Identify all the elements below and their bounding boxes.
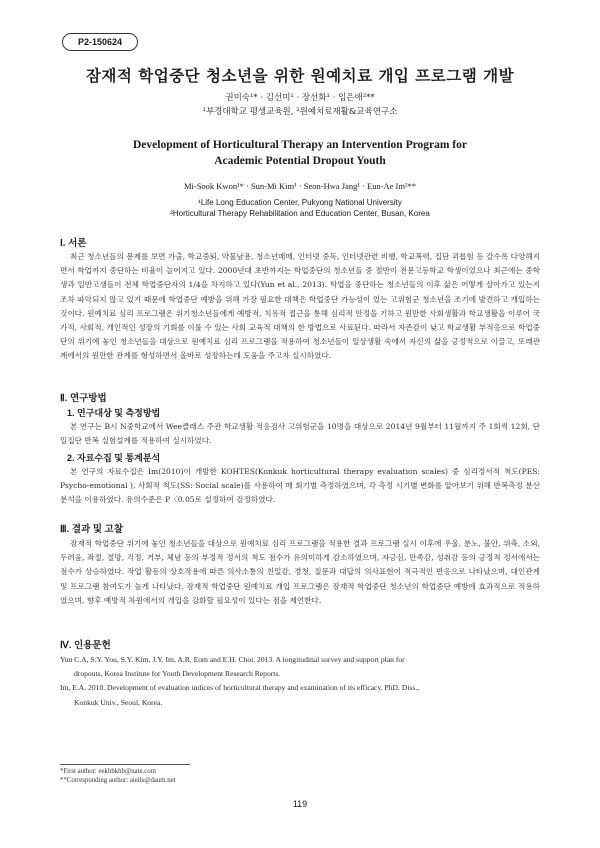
subsection-heading-data-analysis: 2. 자료수집 및 통계분석 <box>67 453 161 463</box>
english-title-line-2: Academic Potential Dropout Youth <box>214 155 386 167</box>
english-title-line-1: Development of Horticultural Therapy an Intervention Program for <box>133 139 467 151</box>
section-heading-references: Ⅳ. 인용문헌 <box>60 640 111 651</box>
page-number: 119 <box>292 799 308 809</box>
footnote-first-author: *First author: eekhbkhb@nate.com <box>60 768 156 775</box>
reference-1-line-2: dropouts, Korea Institute for Youth Development Research Reports. <box>74 669 281 679</box>
english-title <box>0 137 600 169</box>
reference-item <box>60 681 540 709</box>
subsection-heading-subjects: 1. 연구대상 및 측정방법 <box>67 408 161 418</box>
data-analysis-paragraph: 본 연구의 자료수집은 Im(2010)이 개발한 KOHTES(Konkuk horticultural therapy evaluation scales) 중 심리정서적 척도(PES: Psycho-emotional ), 사회적 척도(SS: Social scale)를 사용하여 매 회기별 측정하였으며, 각 측정 시기별 변화를 알아보기 위해 반복측정 분산분석을 이용하였다. 유의수준은 P〈0.05로 설정하여 검정하였다. <box>60 467 540 505</box>
korean-affiliations: ¹부경대학교 평생교육원, ²원예치료재활&교육연구소 <box>202 107 398 117</box>
results-paragraph: 잠재적 학업중단 위기에 놓인 청소년들을 대상으로 원예치료 심리 프로그램을 적용한 결과 프로그램 실시 이후에 우울, 분노, 불안, 위축, 소외, 두려움, 좌절, 절망, 걱정, 거부, 체념 등의 부정적 정서의 척도 점수가 유의미하게 감소하였으며, 자긍심, 만족감, 성취감 등의 긍정적 정서에서는 점수가 상승하였다. 작업 활동의 상호작용에 따른 의사소통의 친밀감, 경청, 질문과 대답의 의사표현이 적극적인 반응으로 나타났으며, 대인관계 및 프로그램 참여도가 높게 나타났다. 잠재적 학업중단 원예치료 개입 프로그램은 잠재적 학업중단 청소년의 학업중단 예방에 효과적으로 적용하였으며, 향후 예방적 차원에서의 개입을 강화할 필요성이 있다는 점을 제언한다. <box>60 539 540 605</box>
footnote-corresponding-author: **Corresponding author: aieils@daum.net <box>60 777 176 784</box>
reference-2-line-1: Im, E.A. 2010. Development of evaluation indices of horticultural therapy and examination of its efficacy. PhD. Diss., <box>60 683 420 693</box>
english-affiliations <box>0 197 600 219</box>
reference-list <box>60 653 540 710</box>
paper-id-badge: P2-150624 <box>62 33 138 51</box>
english-affiliation-2: ²Horticultural Therapy Rehabilitation and Education Center, Busan, Korea <box>170 209 430 218</box>
reference-1-line-1: Yun C.A, S.Y. You, S.Y. Kim, J.Y. Im, A.R. Eom and E.H. Choi. 2013. A longitudinal survey and support plan for <box>60 655 405 664</box>
section-heading-introduction: Ⅰ. 서론 <box>60 238 87 249</box>
english-affiliation-1: ¹Life Long Education Center, Pukyong National University <box>198 198 402 207</box>
reference-2-line-2: Konkuk Univ., Seoul, Korea. <box>74 697 163 707</box>
korean-authors: 권미숙¹* · 김선미¹ · 장선화¹ · 임은애²** <box>225 93 375 103</box>
subjects-paragraph: 본 연구는 B시 N중학교에서 Wee클래스 주관 학교생활 적응검사 고위험군을 10명을 대상으로 2014년 9월부터 11월까지 주 1회씩 12회, 단일집단 반복 실험설계를 적용하여 실시하였다. <box>60 422 540 446</box>
section-heading-methods: Ⅱ. 연구방법 <box>60 393 107 404</box>
section-heading-results: Ⅲ. 결과 및 고찰 <box>60 524 123 535</box>
footnotes <box>60 767 176 785</box>
introduction-paragraph: 최근 청소년들의 문제를 보면 가출, 학교중퇴, 약물남용, 청소년매매, 인터넷 중독, 인터넷관련 비행, 학교폭력, 집단 괴롭힘 등 갈수록 다양해지면서 학업까지 중단하는 비율이 늘어지고 있다. 2000년대 초반까지는 학업중단의 청소년들 중 절반이 전문고등학교 학생이었으나 최근에는 중학생과 일반고생들이 전체 학업중단자의 1/4을 차지하고 있다(Yun et al., 2013). 학업을 중단하는 청소년들의 이후 삶은 어떻게 살아가고 있는지 조차 파악되지 않고 있기 때문에 학업중단 예방을 위해 가장 필요한 대책은 학업중단 가능성이 있는 고위험군 청소년을 조기에 발견하고 개입하는 것이다. 원예치료 심리 프로그램은 위기청소년들에게 예방적, 치유적 접근을 통해 심리적 안정을 기하고 원만한 사회생활과 학교생활을 이루어 국가적, 사회적, 개인적인 성장의 기회를 이룰 수 있는 사회 교육적 대책의 한 방법으로 사료된다. 따라서 자존감이 낮고 학교생활 부적응으로 학업중단의 위기에 놓인 청소년들을 대상으로 원예치료 심리 프로그램을 적용하여 청소년들이 일상생활 속에서 자신의 삶을 긍정적으로 이끌고, 또래관계에서의 원만한 관계를 형성하면서 올바로 성장하는데 도움을 주고자 실시하였다. <box>60 252 540 361</box>
footnote-divider <box>60 764 190 765</box>
reference-item <box>60 653 540 681</box>
korean-title: 잠재적 학업중단 청소년을 위한 원예치료 개입 프로그램 개발 <box>85 66 515 85</box>
english-authors: Mi-Sook Kwon¹* · Sun-Mi Kim¹ · Seon-Hwa Jang¹ · Eun-Ae Im²** <box>183 181 417 191</box>
